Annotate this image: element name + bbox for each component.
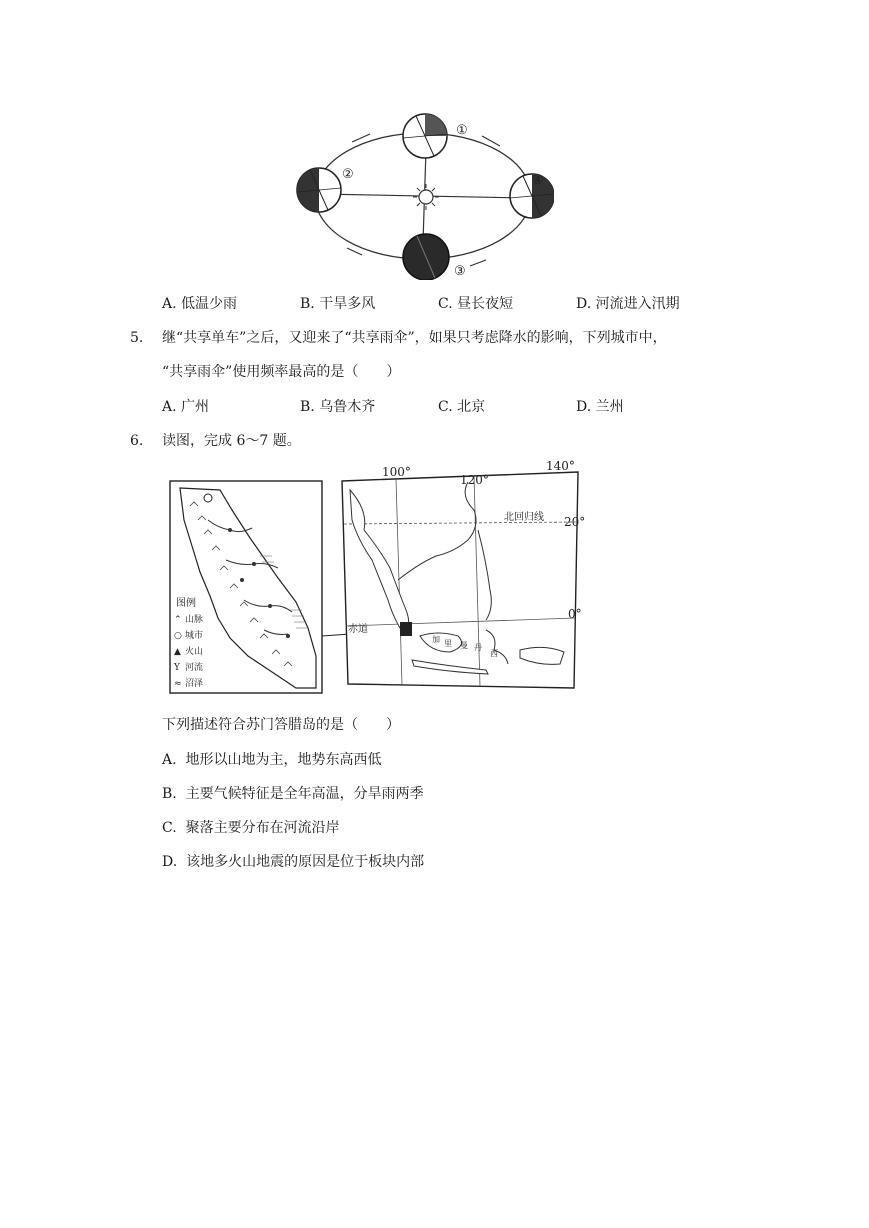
- earth-position-2: [297, 168, 341, 212]
- lat-label-20: 20°: [564, 515, 586, 529]
- option-text: 昼长夜短: [457, 296, 514, 312]
- option-letter: D.: [576, 399, 592, 415]
- island-label: 西: [490, 649, 498, 658]
- legend-title: 图例: [176, 598, 196, 609]
- circle-label-4: ④: [532, 173, 544, 188]
- q4-option-a: [162, 294, 237, 314]
- option-text: 低温少雨: [181, 296, 238, 312]
- lon-label-120: 120°: [460, 473, 489, 487]
- q6-question: 下列描述符合苏门答腊岛的是（ ）: [162, 717, 400, 733]
- option-letter: C.: [162, 820, 177, 836]
- sumatra-maps: [168, 460, 588, 695]
- option-letter: C.: [438, 296, 453, 312]
- option-letter: C.: [438, 399, 453, 415]
- legend-river: 河流: [185, 663, 204, 673]
- city-symbol: [204, 494, 212, 502]
- q6-option-d: [162, 852, 424, 872]
- option-letter: D.: [162, 854, 178, 870]
- option-text: 广州: [181, 399, 210, 415]
- option-text: 河流进入汛期: [595, 296, 680, 312]
- q5-number: 5.: [130, 330, 144, 346]
- option-letter: A.: [162, 296, 177, 312]
- legend-volcano: 火山: [185, 647, 204, 657]
- option-text: 北京: [457, 399, 486, 415]
- svg-text:Y: Y: [174, 663, 180, 673]
- q6-number: 6.: [130, 433, 144, 449]
- legend-mountain: 山脉: [185, 615, 204, 625]
- q4-option-c: [438, 294, 513, 314]
- option-letter: B.: [162, 786, 177, 802]
- option-text: 干旱多风: [319, 296, 376, 312]
- earth-orbit-figure: [292, 100, 554, 280]
- q5-option-c: [438, 397, 485, 417]
- q5-stem-line2: “共享雨伞”使用频率最高的是（ ）: [162, 364, 401, 380]
- option-letter: B.: [300, 399, 315, 415]
- q5-option-b: [300, 397, 375, 417]
- q6-option-a: [162, 750, 381, 770]
- lon-label-140: 140°: [546, 460, 575, 473]
- legend-swamp: 沼泽: [185, 679, 204, 689]
- q4-option-d: [576, 294, 680, 314]
- equator-label: 赤道: [348, 624, 368, 635]
- lat-label-0: 0°: [568, 607, 582, 621]
- option-letter: A.: [162, 399, 177, 415]
- q6-option-b: [162, 784, 424, 804]
- tropic-label: 北回归线: [504, 512, 544, 523]
- option-text: 该地多火山地震的原因是位于板块内部: [186, 854, 425, 870]
- q5-stem-line1: 继“共享单车”之后，又迎来了“共享雨伞”，如果只考虑降水的影响，下列城市中，: [162, 330, 667, 346]
- circle-label-1: ①: [456, 123, 468, 138]
- q5-option-a: [162, 397, 209, 417]
- island-label: 丹: [474, 643, 482, 652]
- island-label: 曼: [460, 641, 468, 650]
- sumatra-map-figure: [168, 460, 588, 695]
- option-text: 兰州: [595, 399, 624, 415]
- island-label: 加: [432, 635, 440, 644]
- q6-stem: 读图，完成 6～7 题。: [162, 433, 301, 449]
- svg-text:≈: ≈: [174, 679, 182, 689]
- earth-orbit-diagram: [292, 100, 554, 280]
- svg-text:⌃: ⌃: [174, 615, 182, 625]
- q5-option-d: [576, 397, 624, 417]
- lon-label-100: 100°: [382, 465, 411, 479]
- circle-label-2: ②: [342, 167, 354, 182]
- q4-option-b: [300, 294, 375, 314]
- legend-city: 城市: [185, 631, 204, 641]
- earth-position-3: [403, 234, 449, 280]
- sun-icon: [413, 184, 439, 210]
- sumatra-highlight-box: [400, 622, 412, 636]
- earth-position-1: [403, 114, 447, 158]
- option-letter: B.: [300, 296, 315, 312]
- option-letter: A.: [162, 752, 177, 768]
- circle-label-3: ③: [454, 264, 466, 279]
- option-text: 主要气候特征是全年高温，分旱雨两季: [185, 786, 424, 802]
- option-text: 乌鲁木齐: [319, 399, 376, 415]
- island-label: 里: [444, 639, 452, 648]
- q6-option-c: [162, 818, 340, 838]
- option-text: 聚落主要分布在河流沿岸: [185, 820, 340, 836]
- option-letter: D.: [576, 296, 592, 312]
- svg-text:○: ○: [174, 631, 182, 641]
- option-text: 地形以山地为主，地势东高西低: [185, 752, 382, 768]
- svg-text:▲: ▲: [174, 647, 181, 657]
